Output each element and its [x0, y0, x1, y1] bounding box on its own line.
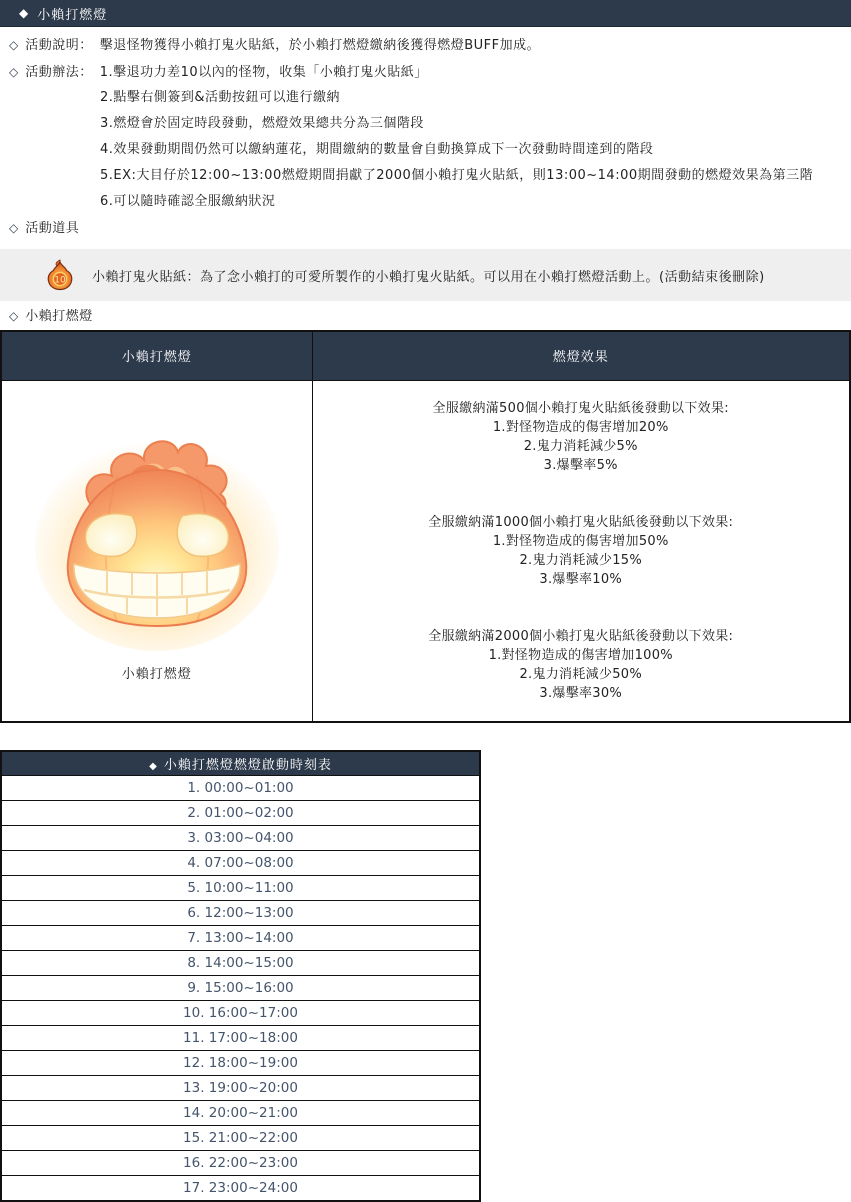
schedule-row	[1, 1101, 480, 1126]
effect-tier-3-line: 3.爆擊率30%	[539, 685, 623, 701]
effect-table-header-effects: 燃燈效果	[312, 331, 850, 380]
activity-item-label: 活動道具	[25, 221, 80, 236]
schedule-row	[1, 1051, 480, 1076]
activity-method-label: 活動辦法：	[25, 65, 93, 80]
page-title-bar	[0, 0, 851, 27]
schedule-row	[1, 976, 480, 1001]
schedule-slot: 10. 16:00~17:00	[1, 1001, 480, 1026]
effect-tier-1-line: 2.鬼力消耗減少5%	[523, 438, 638, 454]
schedule-slot: 4. 07:00~08:00	[1, 851, 480, 876]
method-step-6: 6.可以隨時確認全服繳納狀況	[100, 194, 276, 209]
schedule-row	[1, 801, 480, 826]
method-step-4: 4.效果發動期間仍然可以繳納蓮花，期間繳納的數量會自動換算成下一次發動時間達到的階段	[100, 142, 654, 157]
diamond-outline-icon: ◇	[9, 221, 19, 235]
lantern-image-cell	[1, 380, 312, 722]
schedule-slot: 17. 23:00~24:00	[1, 1176, 480, 1201]
schedule-slot: 16. 22:00~23:00	[1, 1151, 480, 1176]
item-description-text: 小賴打鬼火貼紙：為了念小賴打的可愛所製作的小賴打鬼火貼紙。可以用在小賴打燃燈活動上。(活動結束後刪除)	[92, 269, 765, 285]
schedule-row	[1, 776, 480, 801]
diamond-icon: ◆	[149, 760, 158, 772]
effect-tier-2-line: 2.鬼力消耗減少15%	[519, 552, 643, 568]
lantern-effects-cell	[312, 380, 850, 722]
lantern-effect-table	[0, 330, 851, 723]
diamond-outline-icon: ◇	[9, 65, 19, 79]
schedule-slot: 11. 17:00~18:00	[1, 1026, 480, 1051]
effect-tier-1-title: 全服繳納滿500個小賴打鬼火貼紙後發動以下效果:	[432, 400, 729, 416]
schedule-slot: 3. 03:00~04:00	[1, 826, 480, 851]
schedule-table-title: 小賴打燃燈燃燈啟動時刻表	[163, 757, 332, 773]
schedule-row	[1, 1126, 480, 1151]
effect-tier-1	[321, 399, 842, 475]
ghost-fire-sticker-icon	[45, 258, 75, 292]
activity-description-label: 活動說明：	[25, 38, 93, 53]
schedule-row	[1, 1026, 480, 1051]
page-title: 小賴打燃燈	[37, 7, 108, 23]
lantern-schedule-table	[0, 750, 481, 1202]
schedule-slot: 8. 14:00~15:00	[1, 951, 480, 976]
schedule-slot: 14. 20:00~21:00	[1, 1101, 480, 1126]
schedule-row	[1, 1176, 480, 1201]
method-step-1: 1.擊退功力差10以內的怪物，收集「小賴打鬼火貼紙」	[99, 65, 428, 80]
schedule-slot: 2. 01:00~02:00	[1, 801, 480, 826]
schedule-row	[1, 1076, 480, 1101]
schedule-slot: 12. 18:00~19:00	[1, 1051, 480, 1076]
effect-tier-3-title: 全服繳納滿2000個小賴打鬼火貼紙後發動以下效果:	[428, 628, 734, 644]
lantern-section-line	[0, 308, 851, 325]
effect-tier-3-line: 1.對怪物造成的傷害增加100%	[488, 647, 673, 663]
pumpkin-lantern-image	[32, 418, 282, 653]
schedule-slot: 1. 00:00~01:00	[1, 776, 480, 801]
schedule-slot: 15. 21:00~22:00	[1, 1126, 480, 1151]
schedule-slot: 9. 15:00~16:00	[1, 976, 480, 1001]
effect-tier-3	[321, 627, 842, 703]
schedule-slot: 5. 10:00~11:00	[1, 876, 480, 901]
schedule-table-header	[1, 751, 480, 776]
effect-tier-1-line: 1.對怪物造成的傷害增加20%	[492, 419, 669, 435]
activity-description-line	[0, 37, 851, 54]
schedule-slot: 7. 13:00~14:00	[1, 926, 480, 951]
schedule-row	[1, 851, 480, 876]
schedule-row	[1, 1001, 480, 1026]
effect-tier-2-line: 3.爆擊率10%	[539, 571, 623, 587]
effect-tier-2	[321, 513, 842, 589]
effect-tier-2-title: 全服繳納滿1000個小賴打鬼火貼紙後發動以下效果:	[428, 514, 734, 530]
method-steps	[100, 89, 851, 210]
schedule-row	[1, 1151, 480, 1176]
diamond-outline-icon: ◇	[9, 309, 19, 323]
diamond-icon: ◆	[19, 6, 29, 20]
schedule-slot: 13. 19:00~20:00	[1, 1076, 480, 1101]
lantern-image-caption: 小賴打燃燈	[121, 666, 192, 682]
schedule-row	[1, 926, 480, 951]
schedule-row	[1, 901, 480, 926]
schedule-slot: 6. 12:00~13:00	[1, 901, 480, 926]
method-step-3: 3.燃燈會於固定時段發動，燃燈效果總共分為三個階段	[100, 116, 424, 131]
method-step-5: 5.EX:大目仔於12:00~13:00燃燈期間捐獻了2000個小賴打鬼火貼紙，則13:00~14:00期間發動的燃燈效果為第三階	[100, 168, 814, 183]
effect-table-header-lantern: 小賴打燃燈	[1, 331, 312, 380]
schedule-row	[1, 876, 480, 901]
effect-tier-3-line: 2.鬼力消耗減少50%	[519, 666, 643, 682]
item-description-box	[0, 249, 851, 301]
diamond-outline-icon: ◇	[9, 38, 19, 52]
activity-item-line	[0, 220, 851, 237]
lantern-section-label: 小賴打燃燈	[25, 309, 93, 324]
activity-method-line	[0, 64, 851, 81]
schedule-row	[1, 951, 480, 976]
method-step-2: 2.點擊右側簽到&活動按鈕可以進行繳納	[100, 90, 341, 105]
effect-tier-2-line: 1.對怪物造成的傷害增加50%	[492, 533, 669, 549]
effect-tier-1-line: 3.爆擊率5%	[543, 457, 618, 473]
effect-table-row	[1, 380, 850, 722]
schedule-row	[1, 826, 480, 851]
activity-description-text: 擊退怪物獲得小賴打鬼火貼紙，於小賴打燃燈繳納後獲得燃燈BUFF加成。	[99, 38, 541, 53]
sticker-count-badge: 10	[54, 275, 66, 286]
